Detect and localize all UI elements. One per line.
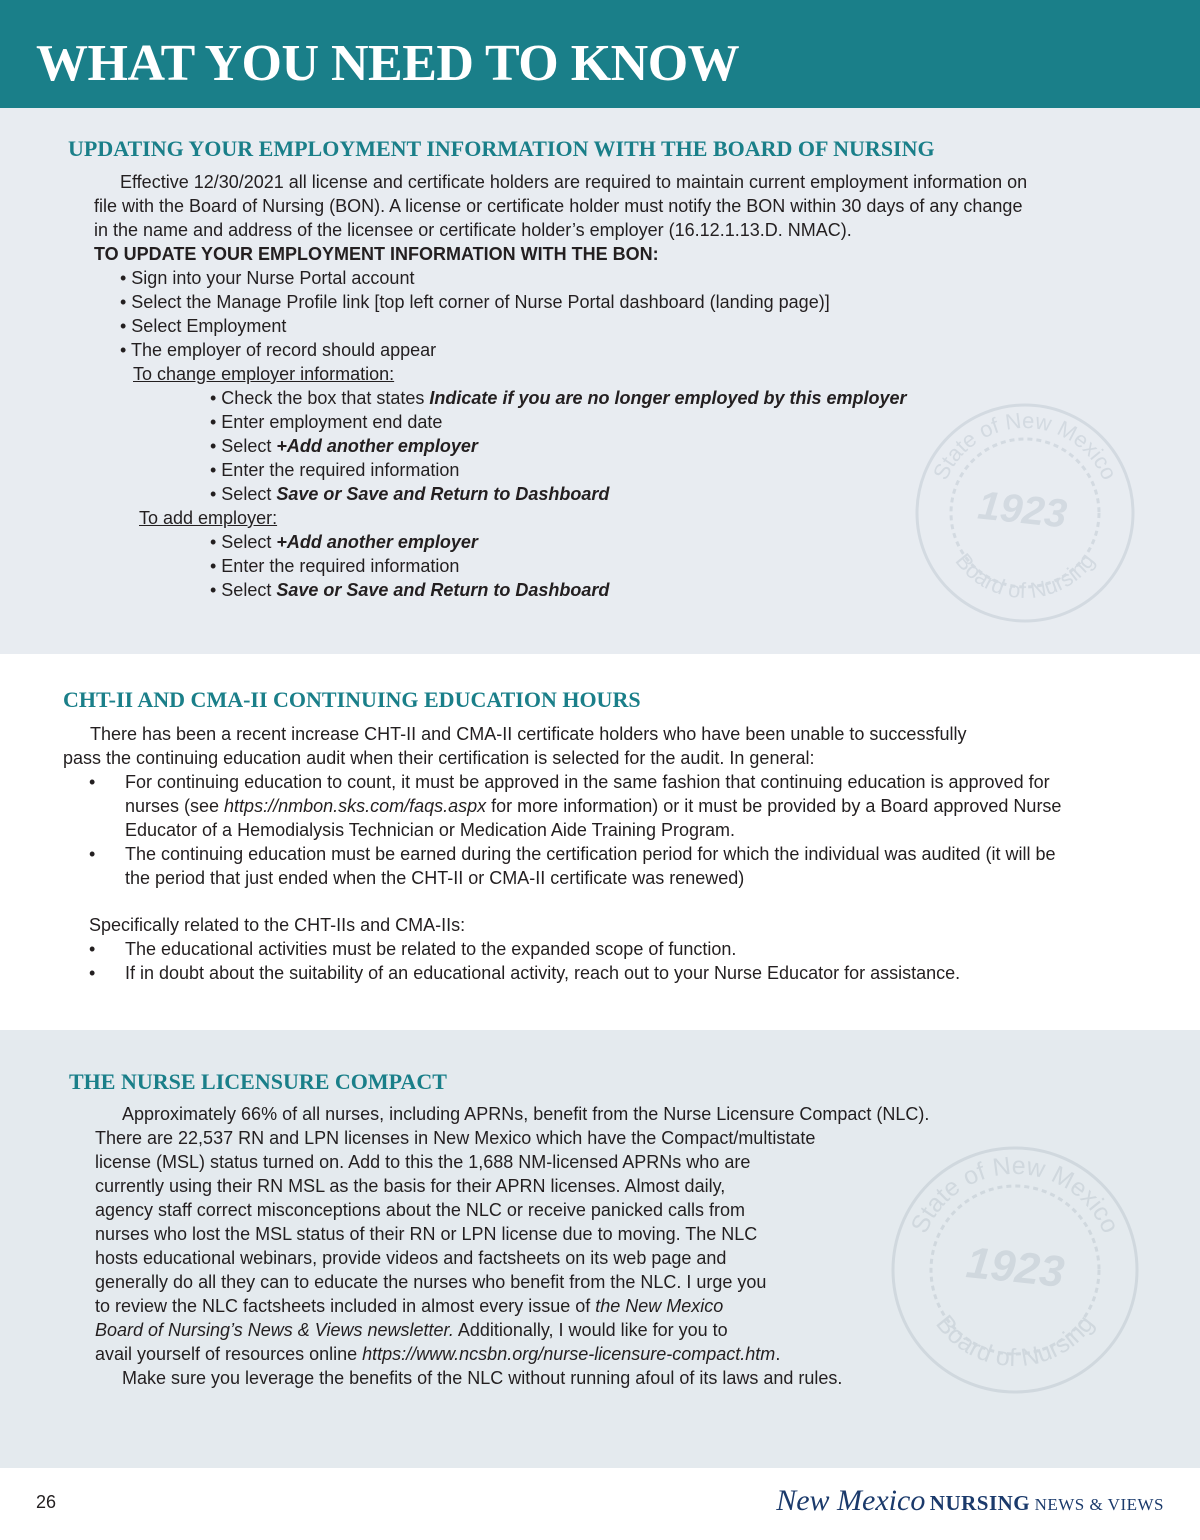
page-number: 26 xyxy=(36,1492,57,1512)
publication-brand xyxy=(776,1484,1164,1518)
intro-line: file with the Board of Nursing (BON). A license or certificate holder must notify the BON within 30 days of any change xyxy=(94,196,1023,216)
intro-line: in the name and address of the licensee or certificate holder’s employer (16.12.1.13.D. NMAC). xyxy=(94,220,852,240)
employment-subheading: TO UPDATE YOUR EMPLOYMENT INFORMATION WITH THE BON: xyxy=(94,244,659,264)
change-step: • Select +Add another employer xyxy=(210,436,478,456)
add-employer-steps xyxy=(210,530,609,602)
list-item: • The educational activities must be related to the expanded scope of function. xyxy=(89,939,737,959)
portal-steps xyxy=(120,266,830,362)
compact-body xyxy=(95,1102,929,1390)
body-line: avail yourself of resources online https://www.ncsbn.org/nurse-licensure-compact.htm. xyxy=(95,1344,781,1364)
body-line: nurses who lost the MSL status of their RN or LPN license due to moving. The NLC xyxy=(95,1224,758,1244)
brand-script: New Mexico xyxy=(776,1484,926,1517)
specific-section xyxy=(89,913,960,985)
body-line: Board of Nursing’s News & Views newsletter. Additionally, I would like for you to xyxy=(95,1320,728,1340)
list-item-cont: the period that just ended when the CHT-II or CMA-II certificate was renewed) xyxy=(125,868,745,888)
svg-text:State of New Mexico: State of New Mexico xyxy=(927,407,1123,484)
change-step: • Enter employment end date xyxy=(210,412,443,432)
list-item: • If in doubt about the suitability of an educational activity, reach out to your Nurse Educator for assistance. xyxy=(89,963,961,983)
faq-link[interactable]: https://nmbon.sks.com/faqs.aspx xyxy=(224,796,487,816)
body-line: to review the NLC factsheets included in almost every issue of the New Mexico xyxy=(95,1296,724,1316)
employment-intro xyxy=(94,170,1027,266)
intro-line: There has been a recent increase CHT-II and CMA-II certificate holders who have been unable to successfully xyxy=(90,724,967,744)
body-line: Approximately 66% of all nurses, including APRNs, benefit from the Nurse Licensure Compact (NLC). xyxy=(122,1104,930,1124)
education-section-title: CHT-II AND CMA-II CONTINUING EDUCATION HOURS xyxy=(63,687,641,712)
list-item-cont: nurses (see https://nmbon.sks.com/faqs.aspx for more information) or it must be provided by a Board approved Nurse xyxy=(125,796,1062,816)
brand-news-views: NEWS & VIEWS xyxy=(1034,1495,1164,1514)
list-item: • For continuing education to count, it must be approved in the same fashion that continuing education is approved for xyxy=(89,772,1050,792)
add-step: • Select +Add another employer xyxy=(210,532,478,552)
employment-section-title: UPDATING YOUR EMPLOYMENT INFORMATION WITH THE BOARD OF NURSING xyxy=(68,136,935,161)
seal-watermark-icon xyxy=(910,398,1140,628)
body-line: hosts educational webinars, provide videos and factsheets on its web page and xyxy=(95,1248,727,1268)
add-step: • Select Save or Save and Return to Dashboard xyxy=(210,580,610,600)
ncsbn-link[interactable]: https://www.ncsbn.org/nurse-licensure-compact.htm xyxy=(362,1344,776,1364)
change-step: • Select Save or Save and Return to Dashboard xyxy=(210,484,610,504)
page-title: WHAT YOU NEED TO KNOW xyxy=(36,35,740,92)
svg-text:1923: 1923 xyxy=(975,483,1069,537)
change-employer-label: To change employer information: xyxy=(133,364,395,384)
svg-text:Board of Nursing: Board of Nursing xyxy=(950,548,1100,604)
svg-text:State of New Mexico: State of New Mexico xyxy=(905,1151,1125,1238)
specific-intro: Specifically related to the CHT-IIs and CMA-IIs: xyxy=(89,915,466,935)
body-line: license (MSL) status turned on. Add to this the 1,688 NM-licensed APRNs who are xyxy=(95,1152,751,1172)
list-item: • The continuing education must be earned during the certification period for which the individual was audited (it will be xyxy=(89,844,1056,864)
add-employer-label: To add employer: xyxy=(139,508,278,528)
education-bullets xyxy=(89,770,1061,890)
compact-section-title: THE NURSE LICENSURE COMPACT xyxy=(69,1069,447,1094)
add-step: • Enter the required information xyxy=(210,556,460,576)
change-employer-steps xyxy=(210,386,907,506)
brand-nursing: NURSING xyxy=(929,1491,1031,1515)
list-item-cont: Educator of a Hemodialysis Technician or Medication Aide Training Program. xyxy=(125,820,735,840)
body-line: generally do all they can to educate the nurses who benefit from the NLC. I urge you xyxy=(95,1272,767,1292)
change-step: • Check the box that states Indicate if you are no longer employed by this employer xyxy=(210,388,907,408)
step-item: • Select the Manage Profile link [top left corner of Nurse Portal dashboard (landing page)] xyxy=(120,292,830,312)
body-line: Make sure you leverage the benefits of the NLC without running afoul of its laws and rules. xyxy=(122,1368,843,1388)
page-header xyxy=(0,0,1200,108)
svg-text:Board of Nursing: Board of Nursing xyxy=(930,1309,1100,1373)
intro-line: Effective 12/30/2021 all license and certificate holders are required to maintain current employment information on xyxy=(120,172,1028,192)
body-line: There are 22,537 RN and LPN licenses in New Mexico which have the Compact/multistate xyxy=(95,1128,816,1148)
step-item: • Sign into your Nurse Portal account xyxy=(120,268,415,288)
education-intro xyxy=(63,722,966,770)
step-item: • Select Employment xyxy=(120,316,287,336)
change-step: • Enter the required information xyxy=(210,460,460,480)
intro-line: pass the continuing education audit when their certification is selected for the audit. In general: xyxy=(63,748,815,768)
body-line: currently using their RN MSL as the basis for their APRN licenses. Almost daily, xyxy=(95,1176,726,1196)
step-item: • The employer of record should appear xyxy=(120,340,437,360)
body-line: agency staff correct misconceptions about the NLC or receive panicked calls from xyxy=(95,1200,745,1220)
svg-text:1923: 1923 xyxy=(964,1238,1067,1297)
